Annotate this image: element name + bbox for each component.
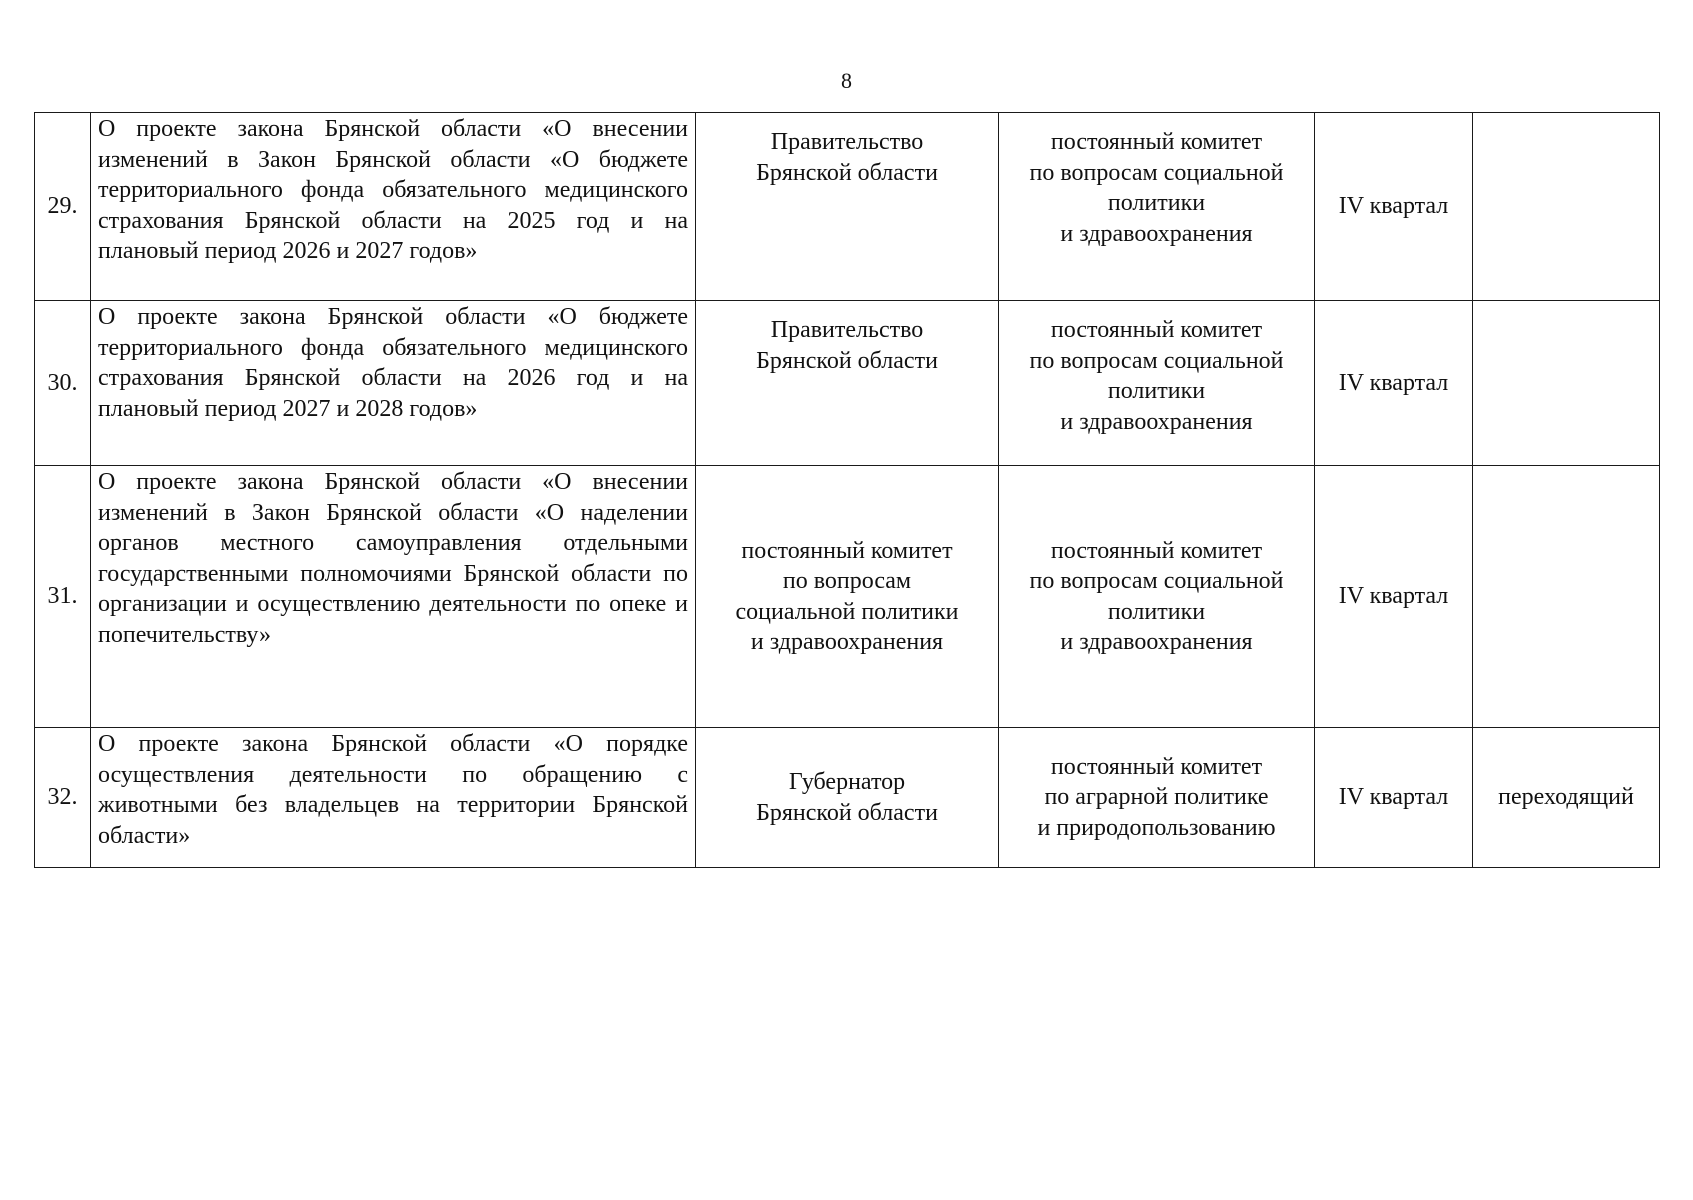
bill-title: О проекте закона Брянской области «О внесении изменений в Закон Брянской области «О наделении органов местного самоуправления отдельными государственными полномочиями Брянской области по организации и осуществлению деятельности по опеке и попечительству»	[91, 466, 696, 728]
initiator-line: Правительство	[770, 129, 924, 155]
initiator-line: по вопросам	[782, 568, 912, 594]
committee-line: политики	[1107, 598, 1206, 625]
committee-line: и природопользованию	[1037, 814, 1276, 841]
responsible-committee	[999, 301, 1315, 466]
committee-line: и здравоохранения	[1060, 220, 1253, 247]
initiator	[696, 113, 999, 301]
bill-title: О проекте закона Брянской области «О порядке осуществления деятельности по обращению с животными без владельцев на территории Брянской области»	[91, 728, 696, 868]
note	[1473, 466, 1660, 728]
initiator-line: и здравоохранения	[750, 629, 944, 655]
note: переходящий	[1473, 728, 1660, 868]
initiator-line: Брянской области	[756, 799, 938, 826]
note	[1473, 301, 1660, 466]
table-row	[35, 113, 1660, 301]
row-number: 29.	[35, 113, 91, 301]
responsible-committee	[999, 728, 1315, 868]
page-number: 8	[841, 68, 852, 93]
initiator-line: Брянской области	[756, 347, 938, 374]
bill-title: О проекте закона Брянской области «О внесении изменений в Закон Брянской области «О бюджете территориального фонда обязательного медицинского страхования Брянской области на 2025 год и на плановый период 2026 и 2027 годов»	[91, 113, 696, 301]
initiator-line: социальной политики	[735, 598, 959, 625]
initiator	[696, 466, 999, 728]
row-number: 31.	[35, 466, 91, 728]
period: IV квартал	[1315, 728, 1473, 868]
initiator-line: Брянской области	[756, 159, 938, 186]
bill-title: О проекте закона Брянской области «О бюджете территориального фонда обязательного медицинского страхования Брянской области на 2026 год и на плановый период 2027 и 2028 годов»	[91, 301, 696, 466]
row-number: 30.	[35, 301, 91, 466]
row-number: 32.	[35, 728, 91, 868]
committee-line: по вопросам социальной	[1029, 568, 1284, 594]
table-row	[35, 301, 1660, 466]
initiator-line: Правительство	[770, 317, 924, 343]
period: IV квартал	[1315, 113, 1473, 301]
committee-line: политики	[1107, 378, 1206, 404]
committee-line: и здравоохранения	[1060, 408, 1253, 435]
table-row	[35, 466, 1660, 728]
legislative-plan-table	[34, 112, 1660, 868]
period: IV квартал	[1315, 301, 1473, 466]
initiator	[696, 301, 999, 466]
committee-line: политики	[1107, 190, 1206, 216]
initiator-line: Губернатор	[788, 769, 906, 795]
committee-line: постоянный комитет	[1050, 537, 1263, 564]
initiator-line: постоянный комитет	[741, 537, 953, 564]
committee-line: и здравоохранения	[1060, 629, 1253, 655]
committee-line: постоянный комитет	[1050, 317, 1263, 343]
committee-line: постоянный комитет	[1050, 753, 1263, 780]
committee-line: постоянный комитет	[1050, 129, 1263, 155]
table-row	[35, 728, 1660, 868]
committee-line: по вопросам социальной	[1029, 347, 1284, 374]
responsible-committee	[999, 113, 1315, 301]
initiator	[696, 728, 999, 868]
committee-line: по вопросам социальной	[1029, 159, 1284, 186]
period: IV квартал	[1315, 466, 1473, 728]
note	[1473, 113, 1660, 301]
committee-line: по аграрной политике	[1044, 784, 1269, 811]
responsible-committee	[999, 466, 1315, 728]
